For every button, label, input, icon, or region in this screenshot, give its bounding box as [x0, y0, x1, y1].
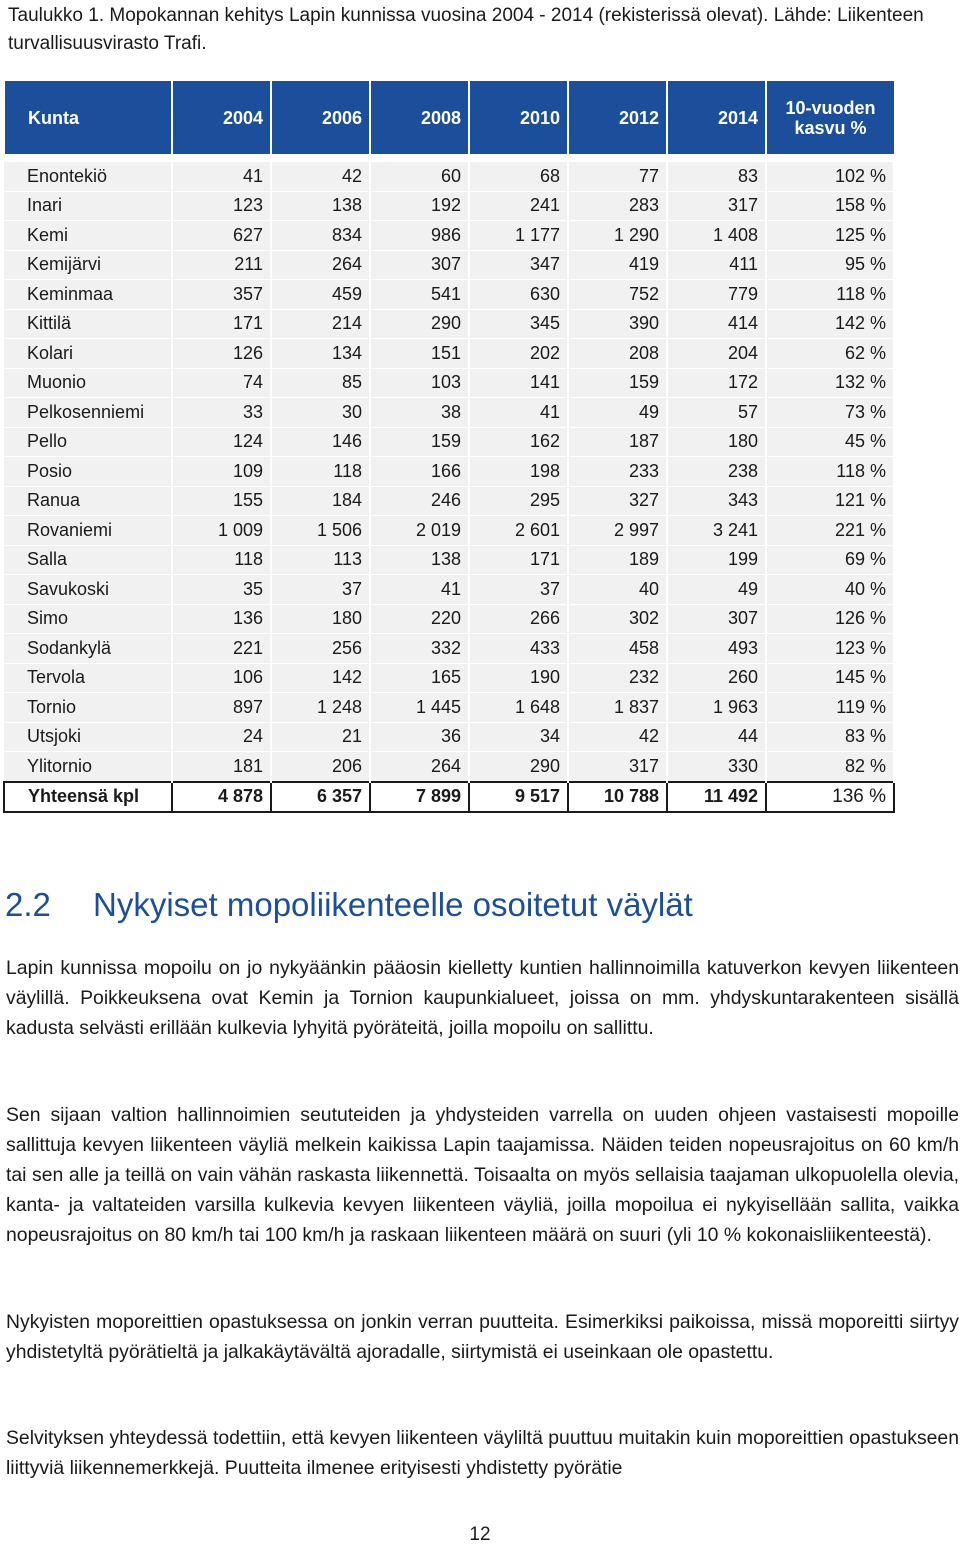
municipality-cell: Pello	[4, 427, 172, 457]
municipality-cell: Ylitornio	[4, 752, 172, 782]
count-cell: 204	[667, 339, 766, 369]
count-cell: 41	[469, 398, 568, 428]
municipality-cell: Sodankylä	[4, 634, 172, 664]
count-cell: 36	[370, 722, 469, 752]
municipality-cell: Inari	[4, 191, 172, 221]
count-cell: 307	[370, 250, 469, 280]
growth-cell: 82 %	[766, 752, 894, 782]
table-row	[4, 427, 894, 457]
growth-cell: 132 %	[766, 368, 894, 398]
count-cell: 187	[568, 427, 667, 457]
growth-cell: 119 %	[766, 693, 894, 723]
count-cell: 834	[271, 221, 370, 251]
count-cell: 1 445	[370, 693, 469, 723]
count-cell: 10 788	[568, 782, 667, 812]
header-year: 2006	[271, 80, 370, 155]
count-cell: 290	[370, 309, 469, 339]
count-cell: 295	[469, 486, 568, 516]
municipality-cell: Ranua	[4, 486, 172, 516]
count-cell: 142	[271, 663, 370, 693]
growth-cell: 69 %	[766, 545, 894, 575]
count-cell: 126	[172, 339, 271, 369]
count-cell: 343	[667, 486, 766, 516]
count-cell: 264	[370, 752, 469, 782]
municipality-cell: Simo	[4, 604, 172, 634]
header-kunta: Kunta	[4, 80, 172, 155]
count-cell: 68	[469, 162, 568, 191]
count-cell: 38	[370, 398, 469, 428]
count-cell: 181	[172, 752, 271, 782]
growth-cell: 83 %	[766, 722, 894, 752]
count-cell: 124	[172, 427, 271, 457]
header-year: 2008	[370, 80, 469, 155]
count-cell: 232	[568, 663, 667, 693]
header-growth	[766, 80, 894, 155]
count-cell: 159	[370, 427, 469, 457]
count-cell: 37	[469, 575, 568, 605]
municipality-cell: Kemijärvi	[4, 250, 172, 280]
count-cell: 113	[271, 545, 370, 575]
count-cell: 1 648	[469, 693, 568, 723]
count-cell: 42	[568, 722, 667, 752]
table-row	[4, 280, 894, 310]
growth-cell: 125 %	[766, 221, 894, 251]
header-year: 2014	[667, 80, 766, 155]
count-cell: 256	[271, 634, 370, 664]
table-row	[4, 752, 894, 782]
count-cell: 49	[667, 575, 766, 605]
count-cell: 103	[370, 368, 469, 398]
section-number: 2.2	[5, 886, 51, 923]
section-title: Nykyiset mopoliikenteelle osoitetut väylät	[93, 886, 693, 923]
count-cell: 266	[469, 604, 568, 634]
count-cell: 290	[469, 752, 568, 782]
table-header-row	[4, 80, 894, 155]
count-cell: 411	[667, 250, 766, 280]
municipality-cell: Keminmaa	[4, 280, 172, 310]
count-cell: 171	[172, 309, 271, 339]
count-cell: 37	[271, 575, 370, 605]
table-row	[4, 398, 894, 428]
municipality-cell: Kittilä	[4, 309, 172, 339]
count-cell: 155	[172, 486, 271, 516]
municipality-cell: Savukoski	[4, 575, 172, 605]
count-cell: 184	[271, 486, 370, 516]
count-cell: 414	[667, 309, 766, 339]
count-cell: 332	[370, 634, 469, 664]
count-cell: 118	[172, 545, 271, 575]
municipality-cell: Kemi	[4, 221, 172, 251]
header-year: 2010	[469, 80, 568, 155]
count-cell: 190	[469, 663, 568, 693]
count-cell: 779	[667, 280, 766, 310]
growth-cell: 142 %	[766, 309, 894, 339]
growth-cell: 145 %	[766, 663, 894, 693]
count-cell: 41	[370, 575, 469, 605]
count-cell: 192	[370, 191, 469, 221]
count-cell: 106	[172, 663, 271, 693]
count-cell: 221	[172, 634, 271, 664]
table-row	[4, 634, 894, 664]
page-number: 12	[469, 1524, 491, 1545]
count-cell: 1 177	[469, 221, 568, 251]
municipality-cell: Yhteensä kpl	[4, 782, 172, 812]
table-row	[4, 191, 894, 221]
count-cell: 134	[271, 339, 370, 369]
municipality-cell: Muonio	[4, 368, 172, 398]
count-cell: 199	[667, 545, 766, 575]
count-cell: 327	[568, 486, 667, 516]
count-cell: 347	[469, 250, 568, 280]
count-cell: 220	[370, 604, 469, 634]
paragraph: Lapin kunnissa mopoilu on jo nykyäänkin pääosin kielletty kuntien hallinnoimilla katuverkon kevyen liikenteen väylillä. Poikkeuksena ovat Kemin ja Tornion kaupunkialueet, joissa on mm. yhdyskuntarakenteen sisällä kadusta selvästi erillään kulkevia lyhyitä pyöräteitä, joilla mopoilu on sallittu.	[6, 957, 959, 1039]
count-cell: 459	[271, 280, 370, 310]
count-cell: 123	[172, 191, 271, 221]
count-cell: 162	[469, 427, 568, 457]
count-cell: 211	[172, 250, 271, 280]
count-cell: 180	[667, 427, 766, 457]
count-cell: 264	[271, 250, 370, 280]
count-cell: 24	[172, 722, 271, 752]
count-cell: 189	[568, 545, 667, 575]
count-cell: 246	[370, 486, 469, 516]
count-cell: 2 019	[370, 516, 469, 546]
header-growth-line1: 10-vuoden	[785, 97, 876, 118]
municipality-cell: Posio	[4, 457, 172, 487]
municipality-cell: Tornio	[4, 693, 172, 723]
growth-cell: 45 %	[766, 427, 894, 457]
count-cell: 166	[370, 457, 469, 487]
header-spacer	[4, 155, 894, 162]
count-cell: 74	[172, 368, 271, 398]
count-cell: 165	[370, 663, 469, 693]
paragraph: Selvityksen yhteydessä todettiin, että kevyen liikenteen väyliltä puuttuu muitakin kuin moporeittien opastukseen liittyviä liikennemerkkejä. Puutteita ilmenee erityisesti yhdistetty pyörätie	[6, 1427, 959, 1479]
growth-cell: 73 %	[766, 398, 894, 428]
count-cell: 198	[469, 457, 568, 487]
table-row	[4, 162, 894, 191]
count-cell: 897	[172, 693, 271, 723]
total-row	[4, 782, 894, 812]
municipality-cell: Enontekiö	[4, 162, 172, 191]
count-cell: 206	[271, 752, 370, 782]
growth-cell: 121 %	[766, 486, 894, 516]
count-cell: 307	[667, 604, 766, 634]
count-cell: 630	[469, 280, 568, 310]
count-cell: 118	[271, 457, 370, 487]
count-cell: 141	[469, 368, 568, 398]
count-cell: 433	[469, 634, 568, 664]
growth-cell: 118 %	[766, 280, 894, 310]
count-cell: 627	[172, 221, 271, 251]
count-cell: 83	[667, 162, 766, 191]
count-cell: 1 009	[172, 516, 271, 546]
count-cell: 9 517	[469, 782, 568, 812]
growth-cell: 123 %	[766, 634, 894, 664]
count-cell: 214	[271, 309, 370, 339]
count-cell: 419	[568, 250, 667, 280]
count-cell: 3 241	[667, 516, 766, 546]
table-row	[4, 604, 894, 634]
count-cell: 42	[271, 162, 370, 191]
count-cell: 44	[667, 722, 766, 752]
growth-cell: 118 %	[766, 457, 894, 487]
count-cell: 77	[568, 162, 667, 191]
count-cell: 330	[667, 752, 766, 782]
growth-cell: 40 %	[766, 575, 894, 605]
count-cell: 233	[568, 457, 667, 487]
count-cell: 2 601	[469, 516, 568, 546]
count-cell: 283	[568, 191, 667, 221]
table-row	[4, 693, 894, 723]
count-cell: 35	[172, 575, 271, 605]
table-row	[4, 575, 894, 605]
count-cell: 49	[568, 398, 667, 428]
count-cell: 260	[667, 663, 766, 693]
table-row	[4, 486, 894, 516]
count-cell: 136	[172, 604, 271, 634]
table-caption: Taulukko 1. Mopokannan kehitys Lapin kunnissa vuosina 2004 - 2014 (rekisterissä olevat). Lähde: Liikenteen turvallisuusvirasto Trafi.	[8, 5, 924, 54]
municipality-cell: Pelkosenniemi	[4, 398, 172, 428]
count-cell: 1 290	[568, 221, 667, 251]
count-cell: 1 408	[667, 221, 766, 251]
count-cell: 541	[370, 280, 469, 310]
count-cell: 40	[568, 575, 667, 605]
municipality-cell: Kolari	[4, 339, 172, 369]
count-cell: 1 837	[568, 693, 667, 723]
count-cell: 33	[172, 398, 271, 428]
count-cell: 172	[667, 368, 766, 398]
count-cell: 1 248	[271, 693, 370, 723]
count-cell: 60	[370, 162, 469, 191]
count-cell: 138	[370, 545, 469, 575]
count-cell: 986	[370, 221, 469, 251]
count-cell: 7 899	[370, 782, 469, 812]
count-cell: 180	[271, 604, 370, 634]
growth-cell: 126 %	[766, 604, 894, 634]
moped-statistics-table	[3, 79, 895, 813]
paragraph: Sen sijaan valtion hallinnoimien seututeiden ja yhdysteiden varrella on uuden ohjeen vastaisesti mopoille sallittuja kevyen liikenteen väyliä melkein kaikissa Lapin taajamissa. Näiden teiden nopeusrajoitus on 60 km/h tai sen alle ja teillä on vain vähän raskasta liikennettä. Toisaalta on myös sellaisia taajaman ulkopuolella olevia, kanta- ja valtateiden varsilla kulkevia kevyen liikenteen väyliä, joilla mopoilua ei nykyisellään sallita, vaikka nopeusrajoitus on 80 km/h tai 100 km/h ja raskaan liikenteen määrä on suuri (yli 10 % kokonaisliikenteestä).	[6, 1104, 959, 1246]
growth-cell: 136 %	[766, 782, 894, 812]
municipality-cell: Tervola	[4, 663, 172, 693]
count-cell: 4 878	[172, 782, 271, 812]
table-body	[4, 155, 894, 812]
count-cell: 41	[172, 162, 271, 191]
table-row	[4, 309, 894, 339]
count-cell: 6 357	[271, 782, 370, 812]
table-row	[4, 722, 894, 752]
table-row	[4, 250, 894, 280]
count-cell: 30	[271, 398, 370, 428]
table-row	[4, 457, 894, 487]
count-cell: 357	[172, 280, 271, 310]
count-cell: 238	[667, 457, 766, 487]
count-cell: 493	[667, 634, 766, 664]
table-row	[4, 663, 894, 693]
table-row	[4, 339, 894, 369]
growth-cell: 221 %	[766, 516, 894, 546]
table-row	[4, 368, 894, 398]
growth-cell: 62 %	[766, 339, 894, 369]
count-cell: 11 492	[667, 782, 766, 812]
count-cell: 202	[469, 339, 568, 369]
table-row	[4, 221, 894, 251]
municipality-cell: Utsjoki	[4, 722, 172, 752]
count-cell: 1 963	[667, 693, 766, 723]
count-cell: 146	[271, 427, 370, 457]
growth-cell: 158 %	[766, 191, 894, 221]
count-cell: 390	[568, 309, 667, 339]
count-cell: 345	[469, 309, 568, 339]
section-heading	[5, 883, 693, 927]
header-growth-line2: kasvu %	[794, 117, 867, 138]
count-cell: 1 506	[271, 516, 370, 546]
count-cell: 109	[172, 457, 271, 487]
table-row	[4, 545, 894, 575]
municipality-cell: Salla	[4, 545, 172, 575]
municipality-cell: Rovaniemi	[4, 516, 172, 546]
count-cell: 317	[667, 191, 766, 221]
count-cell: 151	[370, 339, 469, 369]
count-cell: 208	[568, 339, 667, 369]
count-cell: 34	[469, 722, 568, 752]
count-cell: 2 997	[568, 516, 667, 546]
count-cell: 57	[667, 398, 766, 428]
header-year: 2012	[568, 80, 667, 155]
growth-cell: 102 %	[766, 162, 894, 191]
count-cell: 458	[568, 634, 667, 664]
count-cell: 317	[568, 752, 667, 782]
count-cell: 159	[568, 368, 667, 398]
count-cell: 241	[469, 191, 568, 221]
header-year: 2004	[172, 80, 271, 155]
count-cell: 21	[271, 722, 370, 752]
count-cell: 85	[271, 368, 370, 398]
table-row	[4, 516, 894, 546]
count-cell: 752	[568, 280, 667, 310]
paragraph: Nykyisten moporeittien opastuksessa on jonkin verran puutteita. Esimerkiksi paikoissa, missä moporeitti siirtyy yhdistetyltä pyörätieltä ja jalkakäytävältä ajoradalle, siirtymistä ei useinkaan ole opastettu.	[6, 1311, 959, 1363]
growth-cell: 95 %	[766, 250, 894, 280]
count-cell: 302	[568, 604, 667, 634]
count-cell: 171	[469, 545, 568, 575]
count-cell: 138	[271, 191, 370, 221]
